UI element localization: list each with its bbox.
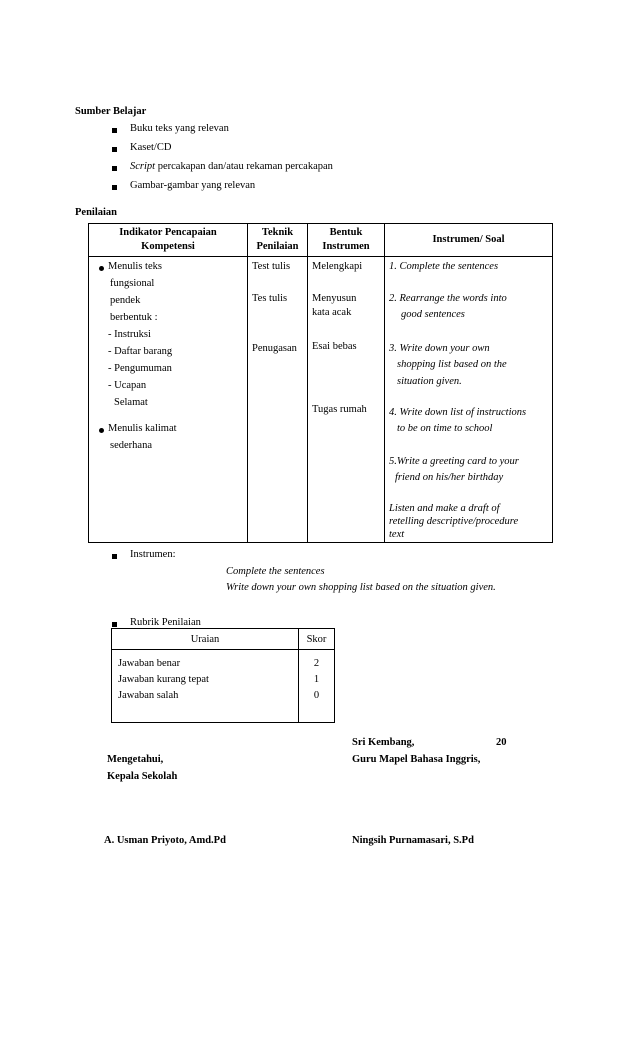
soal-line: good sentences: [401, 309, 465, 320]
signature-mengetahui: Mengetahui,: [107, 754, 164, 765]
rubrik-header-row: [112, 629, 335, 650]
rubrik-skor: 1: [313, 674, 320, 685]
soal-line: 4. Write down list of instructions: [389, 407, 527, 418]
bentuk-line: Melengkapi: [312, 261, 363, 272]
bullet-square-icon: [112, 128, 117, 133]
rubrik-uraian: Jawaban kurang tepat: [118, 674, 209, 685]
teknik-cell: [248, 257, 308, 543]
sumber-belajar-title: Sumber Belajar: [75, 106, 147, 117]
header-soal: Instrumen/ Soal: [385, 224, 553, 257]
header-text: Bentuk: [329, 227, 363, 238]
rubrik-head-skor: Skor: [299, 629, 335, 650]
indikator-line: - Instruksi: [108, 329, 151, 340]
header-indikator: [89, 224, 248, 257]
header-teknik: [248, 224, 308, 257]
table-header-row: [89, 224, 553, 257]
rubrik-skor: 0: [313, 690, 320, 701]
bullet-square-icon: [112, 185, 117, 190]
bullet-dot-icon: [99, 428, 104, 433]
script-word: Script: [130, 161, 156, 172]
soal-line: 1. Complete the sentences: [389, 261, 499, 272]
sumber-item-text: percakapan dan/atau rekaman percakapan: [155, 161, 333, 172]
rubrik-label: Rubrik Penilaian: [130, 617, 201, 628]
teknik-line: Penugasan: [252, 343, 297, 354]
signature-right-name: Ningsih Purnamasari, S.Pd: [352, 835, 474, 846]
instrumen-line: Write down your own shopping list based on the situation given.: [226, 582, 496, 593]
soal-line: 2. Rearrange the words into: [389, 293, 507, 304]
bentuk-line: Menyusun: [312, 293, 357, 304]
bullet-square-icon: [112, 147, 117, 152]
bentuk-line: Tugas rumah: [312, 404, 367, 415]
header-text: Instrumen: [322, 241, 370, 252]
soal-line: 3. Write down your own: [389, 343, 490, 354]
indikator-line: Selamat: [114, 397, 148, 408]
sumber-item: Kaset/CD: [130, 142, 172, 153]
signature-left-role: Kepala Sekolah: [107, 771, 178, 782]
indikator-line: berbentuk :: [110, 312, 158, 323]
header-text: Indikator Pencapaian: [119, 227, 217, 238]
rubrik-uraian-cell: [112, 650, 299, 723]
soal-line: text: [389, 529, 405, 540]
indikator-cell: [89, 257, 248, 543]
soal-line: Listen and make a draft of: [389, 503, 500, 514]
indikator-line: pendek: [110, 295, 141, 306]
soal-cell: [385, 257, 553, 543]
signature-place: Sri Kembang,: [352, 737, 415, 748]
rubrik-head-uraian: Uraian: [112, 629, 299, 650]
soal-line: retelling descriptive/procedure: [389, 516, 519, 527]
teknik-line: Test tulis: [252, 261, 291, 272]
soal-line: shopping list based on the: [397, 359, 507, 370]
sumber-item: Buku teks yang relevan: [130, 123, 229, 134]
sumber-item: Gambar-gambar yang relevan: [130, 180, 256, 191]
indikator-line: sederhana: [110, 440, 152, 451]
bentuk-line: kata acak: [312, 307, 352, 318]
rubrik-skor-cell: [299, 650, 335, 723]
bullet-square-icon: [112, 166, 117, 171]
signature-left-name: A. Usman Priyoto, Amd.Pd: [104, 835, 226, 846]
bullet-square-icon: [112, 554, 117, 559]
bentuk-line: Esai bebas: [312, 341, 357, 352]
bullet-dot-icon: [99, 266, 104, 271]
signature-right-role: Guru Mapel Bahasa Inggris,: [352, 754, 481, 765]
bentuk-cell: [308, 257, 385, 543]
signature-year: 20: [496, 737, 507, 748]
soal-line: to be on time to school: [397, 423, 493, 434]
header-text: Teknik: [261, 227, 294, 238]
table-row: [112, 650, 335, 723]
indikator-line: - Ucapan: [108, 380, 147, 391]
header-bentuk: [308, 224, 385, 257]
soal-line: situation given.: [397, 376, 462, 387]
penilaian-table: [88, 223, 553, 543]
rubrik-uraian: Jawaban salah: [118, 690, 179, 701]
teknik-line: Tes tulis: [252, 293, 288, 304]
soal-line: 5.Write a greeting card to your: [389, 456, 519, 467]
rubrik-skor: 2: [313, 658, 320, 669]
rubrik-table: [111, 628, 335, 723]
instrumen-label: Instrumen:: [130, 549, 176, 560]
sumber-item: [130, 161, 333, 172]
header-text: Penilaian: [256, 241, 299, 252]
table-row: [89, 257, 553, 543]
indikator-line: - Pengumuman: [108, 363, 172, 374]
bullet-square-icon: [112, 622, 117, 627]
indikator-line: fungsional: [110, 278, 155, 289]
instrumen-line: Complete the sentences: [226, 566, 325, 577]
soal-line: friend on his/her birthday: [395, 472, 504, 483]
penilaian-title: Penilaian: [75, 207, 118, 218]
indikator-line: Menulis teks: [108, 261, 162, 272]
header-text: Kompetensi: [141, 241, 195, 252]
indikator-line: Menulis kalimat: [108, 423, 177, 434]
indikator-line: - Daftar barang: [108, 346, 173, 357]
rubrik-uraian: Jawaban benar: [118, 658, 181, 669]
